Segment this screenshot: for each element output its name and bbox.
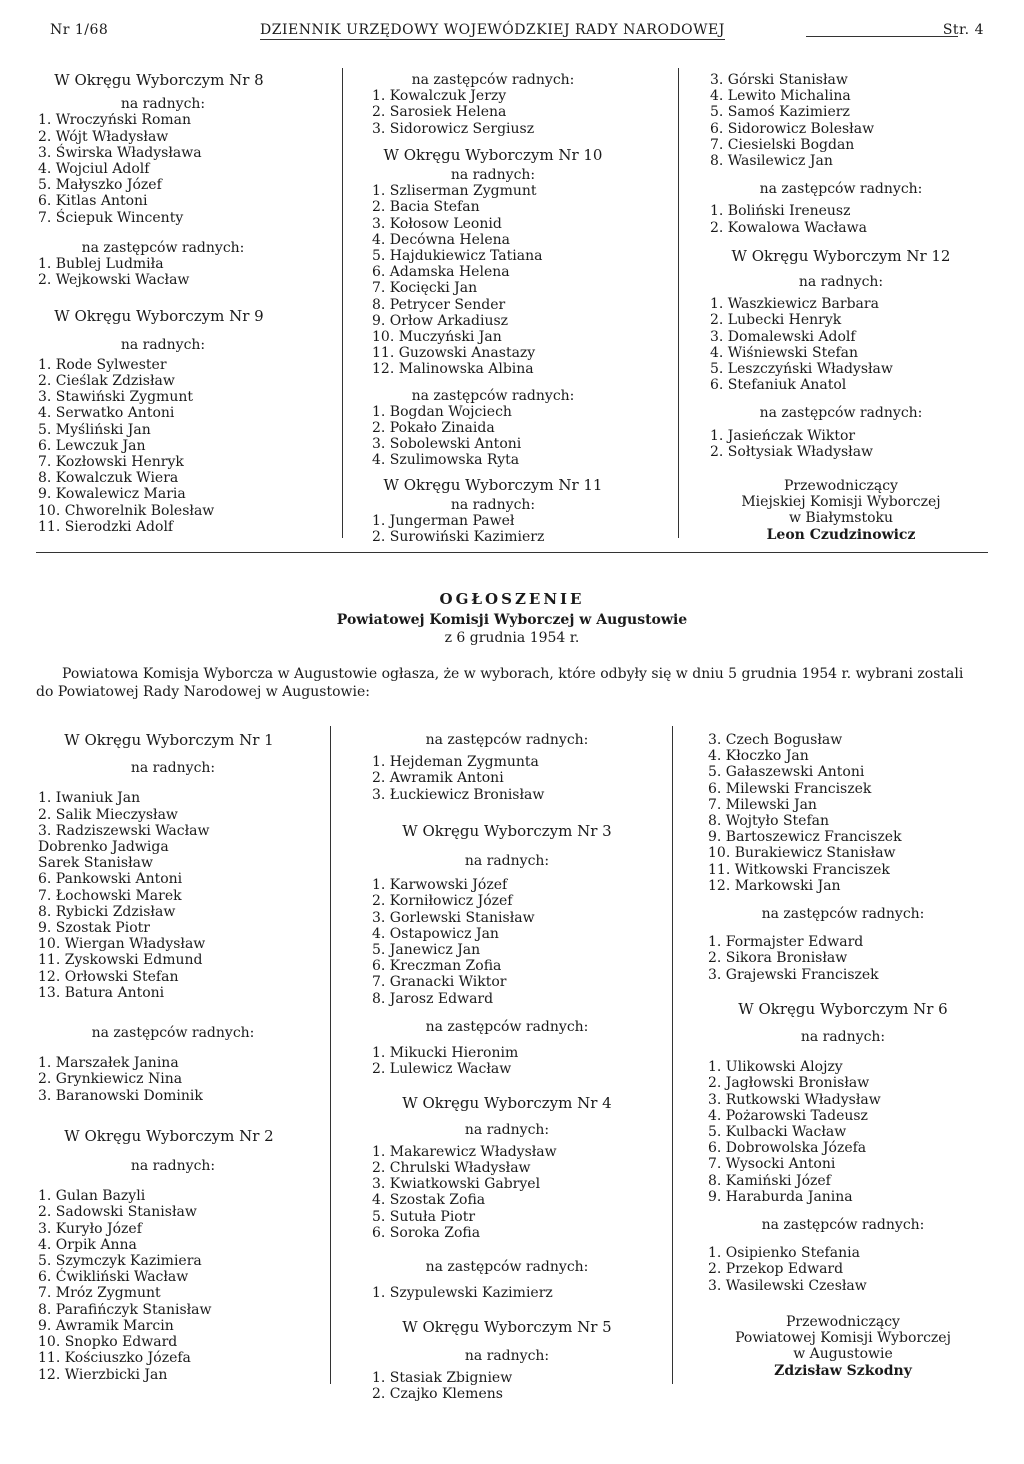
list-item: 6. Pankowski Antoni — [38, 871, 183, 888]
list-item: 11. Kościuszko Józefa — [38, 1350, 191, 1367]
deputy-list — [372, 404, 634, 469]
list-item: 2. Wójt Władysław — [38, 128, 169, 145]
list-subheading: na radnych: — [800, 1029, 886, 1046]
list-item: 1. Jasieńczak Wiktor — [710, 427, 856, 444]
signature-name: Leon Czudzinowicz — [766, 526, 916, 543]
list-item: 8. Wojtyło Stefan — [708, 813, 830, 830]
list-item: 1. Boliński Ireneusz — [710, 203, 851, 220]
councillor-list-continued — [708, 732, 978, 894]
list-item: 3. Baranowski Dominik — [38, 1087, 203, 1104]
list-item: 9. Haraburda Janina — [708, 1188, 853, 1205]
district-heading: W Okręgu Wyborczym Nr 1 — [64, 731, 274, 749]
list-item: Dobrenko Jadwiga — [38, 839, 169, 856]
deputy-list — [372, 1285, 662, 1301]
column-divider — [342, 68, 343, 538]
issue-number: Nr 1/68 — [50, 22, 109, 38]
district-heading: W Okręgu Wyborczym Nr 11 — [383, 475, 603, 494]
councillor-list — [710, 296, 972, 393]
list-item: 1. Osipienko Stefania — [708, 1245, 860, 1262]
signature-name: Zdzisław Szkodny — [774, 1362, 912, 1379]
deputy-list — [708, 1245, 978, 1294]
list-item: 8. Kowalczuk Wiera — [38, 470, 179, 487]
list-item: 1. Karwowski Józef — [372, 877, 508, 894]
announcement-subtitle: Powiatowej Komisji Wyborczej w Augustowie — [336, 612, 688, 628]
deputy-list — [38, 1055, 308, 1104]
list-item: 3. Sidorowicz Sergiusz — [372, 120, 535, 137]
list-item: 3. Czech Bogusław — [708, 732, 843, 748]
list-item: 9. Szostak Piotr — [38, 920, 150, 937]
district-heading: W Okręgu Wyborczym Nr 4 — [402, 1094, 612, 1113]
list-item: 2. Lulewicz Wacław — [372, 1061, 512, 1078]
list-item: 7. Mróz Zygmunt — [38, 1285, 161, 1302]
journal-title: DZIENNIK URZĘDOWY WOJEWÓDZKIEJ RADY NARODOWEJ — [260, 22, 725, 38]
column-divider — [330, 726, 331, 1384]
list-item: 12. Orłowski Stefan — [38, 968, 179, 985]
list-item: 4. Orpik Anna — [38, 1236, 137, 1253]
list-item: 1. Formajster Edward — [708, 934, 864, 951]
list-item: 2. Jagłowski Bronisław — [708, 1075, 870, 1092]
list-subheading: na zastępców radnych: — [761, 906, 925, 923]
list-item: 6. Lewczuk Jan — [38, 437, 146, 454]
list-item: 6. Milewski Franciszek — [708, 780, 872, 797]
announcement-heading — [0, 590, 1024, 646]
list-item: 6. Kitlas Antoni — [38, 193, 148, 210]
councillor-list — [708, 1059, 978, 1205]
list-item: 2. Surowiński Kazimierz — [372, 529, 545, 546]
list-item: 10. Snopko Edward — [38, 1334, 178, 1351]
list-item: 2. Bacia Stefan — [372, 199, 480, 216]
list-item: 8. Wasilewicz Jan — [710, 153, 833, 170]
list-subheading: na radnych: — [450, 167, 536, 184]
district-heading: W Okręgu Wyborczym Nr 8 — [54, 71, 264, 89]
list-item: 3. Kuryło Józef — [38, 1220, 142, 1237]
list-item: 5. Hajdukiewicz Tatiana — [372, 248, 543, 265]
list-item: 3. Kołosow Leonid — [372, 215, 502, 232]
list-item: 2. Czajko Klemens — [372, 1386, 503, 1403]
list-subheading: na zastępców radnych: — [425, 732, 589, 748]
list-item: 4. Decówna Helena — [372, 231, 511, 248]
deputy-list — [372, 1045, 662, 1077]
list-item: 4. Lewito Michalina — [710, 88, 851, 105]
list-item: 6. Kreczman Zofia — [372, 958, 502, 975]
councillor-list — [372, 513, 634, 545]
top-column-3 — [710, 72, 972, 543]
list-item: 3. Stawiński Zygmunt — [38, 389, 193, 406]
page-number: Str. 4 — [942, 22, 984, 38]
list-item: 3. Gorlewski Stanisław — [372, 909, 535, 926]
councillor-list — [38, 357, 288, 535]
list-item: 12. Malinowska Albina — [372, 361, 534, 378]
list-item: 13. Batura Antoni — [38, 984, 165, 1001]
list-item: 4. Wiśniewski Stefan — [710, 344, 859, 361]
list-item: 3. Górski Stanisław — [710, 72, 848, 88]
list-item: 2. Chrulski Władysław — [372, 1160, 531, 1177]
list-item: 3. Radziszewski Wacław — [38, 822, 210, 839]
header-rule — [806, 36, 958, 37]
list-item: 1. Iwaniuk Jan — [38, 790, 141, 807]
list-subheading: na radnych: — [464, 1121, 550, 1138]
list-subheading: na zastępców radnych: — [81, 239, 245, 256]
list-item: 2. Cieślak Zdzisław — [38, 373, 175, 390]
list-item: 1. Wroczyński Roman — [38, 112, 192, 129]
list-item: 12. Wierzbicki Jan — [38, 1366, 168, 1383]
list-item: 9. Orłow Arkadiusz — [372, 312, 509, 329]
announcement-date: z 6 grudnia 1954 r. — [444, 630, 580, 646]
list-item: 1. Hejdeman Zygmunta — [372, 754, 539, 771]
list-item: 2. Sikora Bronisław — [708, 950, 848, 967]
list-item: 3. Domalewski Adolf — [710, 328, 856, 345]
announcement-title: OGŁOSZENIE — [439, 590, 585, 608]
signature-place: w Augustowie — [793, 1346, 893, 1363]
list-item: 1. Marszałek Janina — [38, 1055, 179, 1072]
deputy-list — [708, 934, 978, 983]
list-item: 1. Szliserman Zygmunt — [372, 183, 537, 200]
list-item: 11. Zyskowski Edmund — [38, 952, 203, 969]
section-divider — [36, 552, 988, 553]
list-item: 10. Chworelnik Bolesław — [38, 502, 215, 519]
chairman-signature — [710, 478, 972, 543]
list-item: 6. Sidorowicz Bolesław — [710, 120, 875, 137]
list-item: 10. Wiergan Władysław — [38, 936, 206, 953]
list-item: 4. Wojciul Adolf — [38, 161, 150, 178]
councillor-list — [372, 1370, 662, 1402]
top-column-1 — [38, 72, 288, 535]
list-item: 4. Ostapowicz Jan — [372, 925, 499, 942]
list-subheading: na zastępców radnych: — [759, 181, 923, 198]
list-item: Sarek Stanisław — [38, 855, 153, 872]
list-item: 2. Sadowski Stanisław — [38, 1204, 197, 1221]
list-subheading: na radnych: — [464, 1347, 550, 1364]
district-heading: W Okręgu Wyborczym Nr 3 — [402, 821, 612, 840]
list-item: 5. Kulbacki Wacław — [708, 1124, 847, 1141]
list-item: 7. Ściepuk Wincenty — [38, 209, 184, 226]
signature-body: Miejskiej Komisji Wyborczej — [741, 494, 941, 511]
list-item: 2. Sołtysiak Władysław — [710, 443, 874, 460]
list-subheading: na radnych: — [120, 336, 206, 353]
list-item: 9. Awramik Marcin — [38, 1317, 174, 1334]
list-item: 7. Kocięcki Jan — [372, 280, 478, 297]
list-item: 4. Szostak Zofia — [372, 1192, 486, 1209]
list-item: 6. Soroka Zofia — [372, 1224, 481, 1241]
list-item: 2. Kowalowa Wacława — [710, 219, 867, 236]
list-item: 2. Awramik Antoni — [372, 770, 504, 787]
list-item: 7. Wysocki Antoni — [708, 1156, 836, 1173]
top-column-2 — [372, 72, 634, 545]
list-subheading: na zastępców radnych: — [91, 1025, 255, 1042]
list-item: 2. Grynkiewicz Nina — [38, 1071, 183, 1088]
list-item: 3. Sobolewski Antoni — [372, 436, 522, 453]
district-heading: W Okręgu Wyborczym Nr 5 — [402, 1318, 612, 1337]
list-item: 6. Ćwikliński Wacław — [38, 1269, 189, 1286]
list-item: 7. Kozłowski Henryk — [38, 454, 184, 471]
list-item: 2. Korniłowicz Józef — [372, 893, 513, 910]
announcement-body: Powiatowa Komisja Wyborcza w Augustowie ogłasza, że w wyborach, które odbyły się w dniu 5 grudnia 1954 r. wybrani zostali do Powiatowej Rady Narodowej w Augustowie: — [36, 666, 964, 700]
signature-role: Przewodniczący — [786, 1313, 900, 1330]
list-item: 5. Leszczyński Władysław — [710, 361, 893, 378]
list-item: 1. Gulan Bazyli — [38, 1188, 146, 1205]
list-item: 3. Kwiatkowski Gabryel — [372, 1176, 541, 1193]
list-item: 1. Bogdan Wojciech — [372, 403, 512, 420]
list-item: 1. Ulikowski Alojzy — [708, 1059, 843, 1076]
list-item: 11. Guzowski Anastazy — [372, 345, 536, 362]
list-item: 1. Bublej Ludmiła — [38, 256, 164, 273]
list-item: 8. Parafińczyk Stanisław — [38, 1301, 212, 1318]
bottom-column-2 — [372, 732, 662, 1402]
list-subheading: na radnych: — [798, 274, 884, 291]
column-divider — [678, 68, 679, 538]
list-item: 5. Sutuła Piotr — [372, 1208, 476, 1225]
list-item: 7. Milewski Jan — [708, 796, 817, 813]
signature-place: w Białymstoku — [788, 510, 893, 527]
list-subheading: na radnych: — [130, 760, 216, 777]
district-heading: W Okręgu Wyborczym Nr 10 — [383, 145, 603, 164]
chairman-signature — [708, 1314, 978, 1379]
list-subheading: na radnych: — [464, 853, 550, 870]
list-item: 2. Pokało Zinaida — [372, 420, 495, 437]
list-item: 2. Lubecki Henryk — [710, 312, 842, 329]
district-heading: W Okręgu Wyborczym Nr 9 — [54, 307, 264, 326]
list-item: 5. Myśliński Jan — [38, 421, 151, 438]
councillor-list-continued — [710, 72, 972, 169]
deputy-list — [710, 203, 972, 235]
column-divider — [672, 726, 673, 1384]
list-item: 5. Samoś Kazimierz — [710, 104, 850, 121]
list-item: 5. Janewicz Jan — [372, 942, 481, 959]
list-item: 2. Wejkowski Wacław — [38, 272, 190, 289]
list-item: 12. Markowski Jan — [708, 877, 841, 894]
list-item: 4. Pożarowski Tadeusz — [708, 1107, 868, 1124]
list-item: 10. Muczyński Jan — [372, 329, 502, 346]
list-item: 1. Rode Sylwester — [38, 356, 167, 373]
councillor-list — [372, 877, 662, 1007]
list-item: 5. Małyszko Józef — [38, 177, 162, 194]
signature-body: Powiatowej Komisji Wyborczej — [735, 1330, 951, 1347]
list-item: 4. Kłoczko Jan — [708, 748, 809, 765]
list-item: 1. Makarewicz Władysław — [372, 1143, 557, 1160]
list-item: 2. Przekop Edward — [708, 1261, 844, 1278]
list-item: 7. Ciesielski Bogdan — [710, 136, 855, 153]
list-item: 6. Adamska Helena — [372, 264, 510, 281]
list-item: 8. Petrycer Sender — [372, 296, 506, 313]
list-item: 5. Szymczyk Kazimiera — [38, 1253, 202, 1270]
list-subheading: na zastępców radnych: — [759, 405, 923, 422]
deputy-list — [372, 88, 634, 137]
list-item: 9. Kowalewicz Maria — [38, 486, 186, 503]
list-item: 1. Szypulewski Kazimierz — [372, 1285, 553, 1302]
bottom-column-3 — [708, 732, 978, 1379]
list-item: 8. Kamiński Józef — [708, 1172, 831, 1189]
list-item: 1. Stasiak Zbigniew — [372, 1369, 513, 1386]
list-subheading: na zastępców radnych: — [411, 387, 575, 404]
list-item: 2. Salik Mieczysław — [38, 806, 178, 823]
councillor-list — [372, 1144, 662, 1241]
deputy-list — [372, 754, 662, 803]
list-subheading: na radnych: — [130, 1158, 216, 1175]
list-subheading: na zastępców radnych: — [425, 1259, 589, 1276]
deputy-list — [710, 428, 972, 460]
district-heading: W Okręgu Wyborczym Nr 12 — [731, 246, 951, 265]
list-item: 11. Sierodzki Adolf — [38, 518, 174, 535]
list-item: 1. Kowalczuk Jerzy — [372, 88, 507, 105]
page-header — [36, 22, 988, 46]
councillor-list — [38, 112, 288, 225]
list-item: 1. Jungerman Paweł — [372, 513, 515, 530]
bottom-column-1 — [38, 732, 308, 1383]
deputy-list — [38, 256, 288, 288]
list-item: 8. Jarosz Edward — [372, 990, 494, 1007]
list-item: 3. Rutkowski Władysław — [708, 1091, 881, 1108]
list-subheading: na radnych: — [450, 496, 536, 513]
signature-role: Przewodniczący — [784, 478, 898, 495]
list-item: 10. Burakiewicz Stanisław — [708, 845, 896, 862]
councillor-list — [38, 790, 308, 1001]
councillor-list — [38, 1188, 308, 1382]
list-item: 3. Wasilewski Czesław — [708, 1277, 867, 1294]
list-item: 11. Witkowski Franciszek — [708, 861, 890, 878]
list-item: 3. Łuckiewicz Bronisław — [372, 786, 545, 803]
list-subheading: na zastępców radnych: — [761, 1217, 925, 1234]
list-item: 5. Gałaszewski Antoni — [708, 764, 865, 781]
list-subheading: na zastępców radnych: — [425, 1018, 589, 1035]
list-subheading: na zastępców radnych: — [411, 72, 575, 88]
list-item: 2. Sarosiek Helena — [372, 104, 507, 121]
list-item: 8. Rybicki Zdzisław — [38, 903, 176, 920]
list-subheading: na radnych: — [120, 96, 206, 113]
list-item: 4. Szulimowska Ryta — [372, 452, 520, 469]
councillor-list — [372, 183, 634, 377]
district-heading: W Okręgu Wyborczym Nr 6 — [738, 999, 948, 1018]
list-item: 7. Granacki Wiktor — [372, 974, 507, 991]
list-item: 7. Łochowski Marek — [38, 887, 182, 904]
list-item: 9. Bartoszewicz Franciszek — [708, 829, 902, 846]
list-item: 1. Waszkiewicz Barbara — [710, 296, 879, 313]
list-item: 4. Serwatko Antoni — [38, 405, 175, 422]
list-item: 3. Świrska Władysława — [38, 144, 202, 161]
list-item: 6. Stefaniuk Anatol — [710, 377, 847, 394]
district-heading: W Okręgu Wyborczym Nr 2 — [64, 1126, 274, 1145]
list-item: 6. Dobrowolska Józefa — [708, 1140, 867, 1157]
list-item: 1. Mikucki Hieronim — [372, 1045, 519, 1062]
list-item: 3. Grajewski Franciszek — [708, 966, 879, 983]
